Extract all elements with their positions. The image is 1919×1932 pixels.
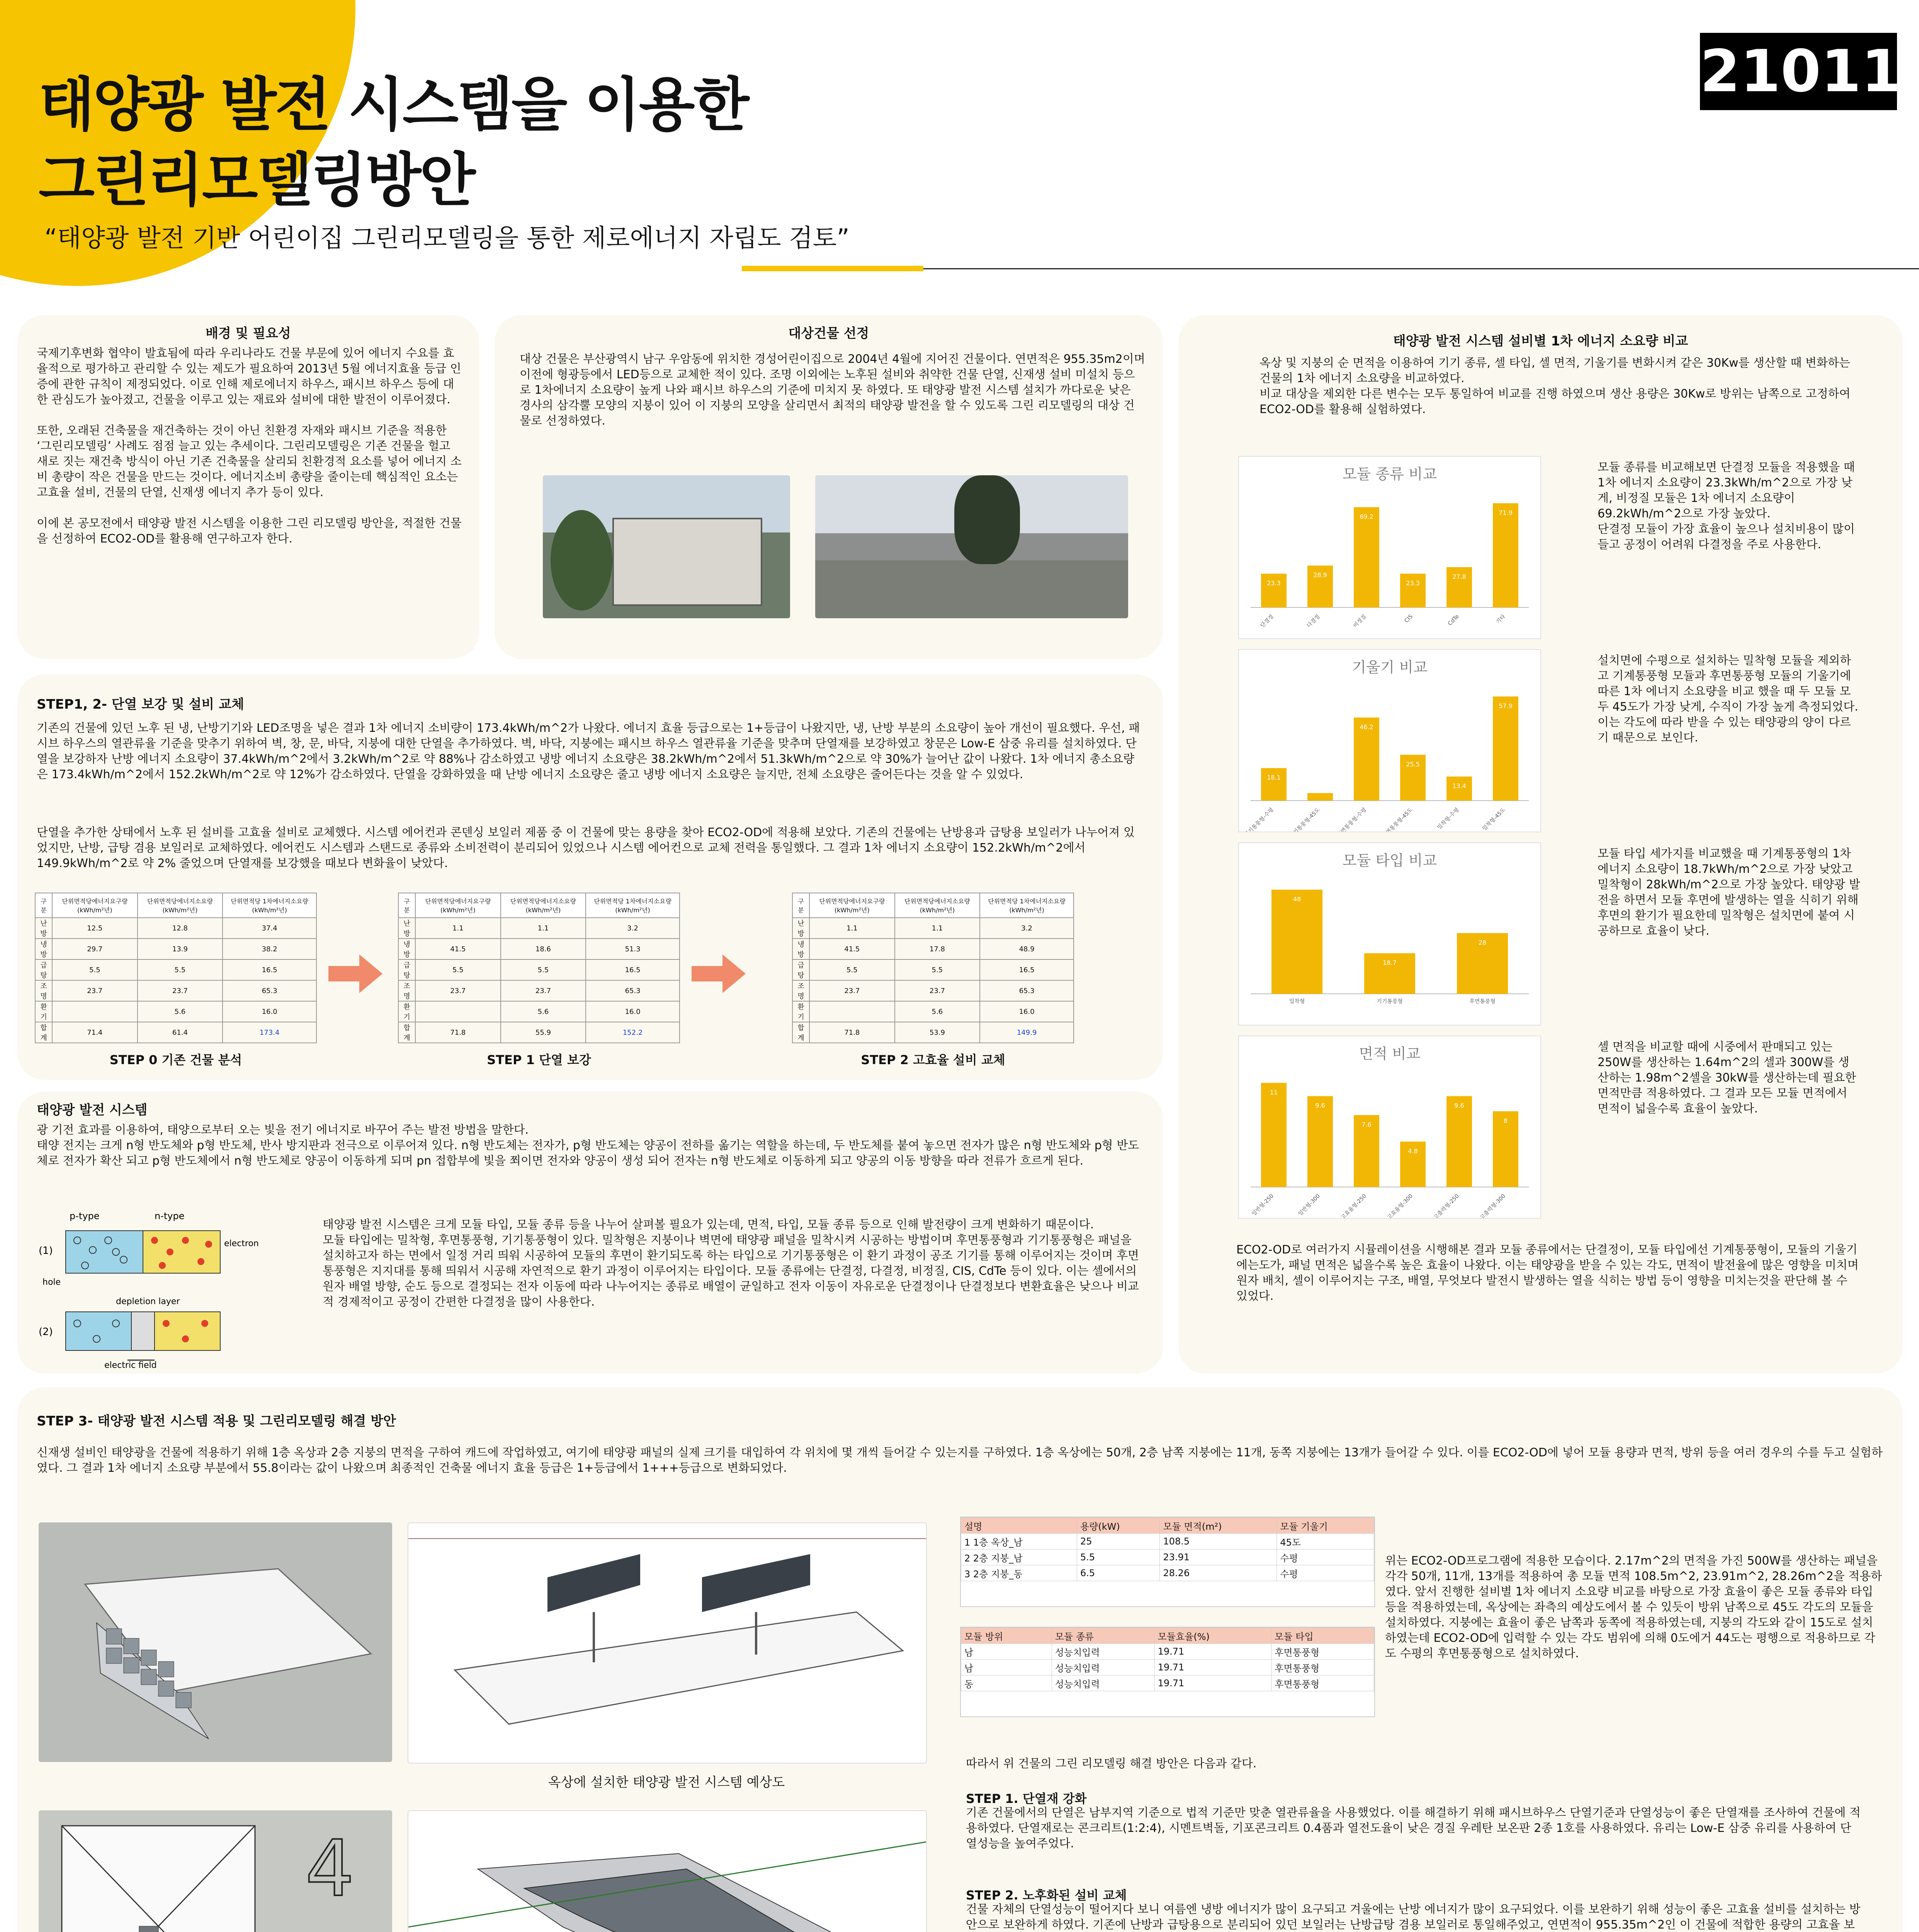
table-cell: 23.7: [895, 980, 980, 1001]
table-cell: 3.2: [586, 918, 680, 939]
table-row: [35, 959, 316, 980]
table-row: [792, 959, 1074, 980]
table-cell: 23.7: [501, 980, 586, 1001]
sw-cell: 23.91: [1160, 1549, 1277, 1565]
table-row: [35, 918, 316, 939]
compare-chart-svg: [1239, 457, 1540, 638]
table-cell: 1.1: [415, 918, 501, 939]
bar-label: 23.3: [1267, 579, 1281, 587]
table-cell: 1.1: [501, 918, 586, 939]
bar: [1307, 793, 1333, 801]
category-label: 후면통풍형-수평: [1336, 806, 1368, 832]
table-cell: 16.0: [223, 1001, 316, 1022]
step-arrow: [692, 954, 746, 995]
step3-item-title: STEP 2. 노후화된 설비 교체: [966, 1888, 1127, 1903]
sw-header-row: [961, 1518, 1374, 1534]
sw-cell: 25: [1077, 1534, 1160, 1549]
sw-row: [961, 1549, 1374, 1565]
step12-text2: 단열을 추가한 상태에서 노후 된 설비를 고효율 설비로 교체했다. 시스템 에어컨과 콘덴싱 보일러 제품 중 이 건물에 맞는 용량을 찾아 ECO2-OD에 적용해 보았다. 기존의 건물에는 난방용과 급탕용 보일러가 나누어져 있었지만, 난방, 급탕 겸용 보일러로 교체하였다. 에어컨도 시스템과 스탠드로 종류와 소비전력이 분리되어 있었으나 시스템 에어컨으로 교체 전력을 통일했다. 그 결과 1차 에너지 소요량이 152.2kWh/m^2에서 149.9kWh/m^2로 약 2% 줄었으며 단열재를 보강했을 때보다 변화율이 낮았다.: [37, 826, 1135, 870]
compare-note-1: 설치면에 수평으로 설치하는 밀착형 모듈을 제외하고 기계통풍형 모듈과 후면통풍형 모듈의 기울기에 따른 1차 에너지 소요량을 비교 했을 때 두 모듈 모두 45도가 가장 낮게, 수직이 가장 높게 측정되었다. 이는 각도에 따라 받을 수 있는 태양광의 양이 다르기 때문으로 보인다.: [1598, 654, 1858, 745]
category-label: 기기통풍형: [1377, 998, 1403, 1005]
table-cell: 5.5: [52, 959, 138, 980]
background-text: 국제기후변화 협약이 발효됨에 따라 우리나라도 건물 부문에 있어 에너지 수요를 효율적으로 평가하고 관리할 수 있는 제도가 필요하여 2013년 5월 에너지효율 등급 인증에 관한 규칙이 제정되었다. 이로 인해 제로에너지 하우스, 패시브 하우스 등에 대한 관심도가 높아졌고, 건물을 이루고 있는 재료와 설비에 대한 발전이 이루어졌다. 또한, 오래된 건축물을 재건축하는 것이 아닌 친환경 자재와 패시브 기준을 적용한 ‘그린리모델링’ 사례도 점점 늘고 있는 추세이다. 그린리모델링은 기존 건물을 헐고 새로 짓는 재건축 방식이 아닌 기존 건축물을 살리되 친환경적 요소를 넣어 에너지 소비 총량이 작은 건물을 만드는 것이다. 에너지소비 총량을 줄이는데 핵심적인 요소는 고효율 설비, 건물의 단열, 신재생 에너지 추가 등이 있다. 이에 본 공모전에서 태양광 발전 시스템을 이용한 그린 리모델링 방안을, 적절한 건물을 선정하여 ECO2-OD를 활용해 연구하고자 한다.: [37, 347, 462, 546]
eco2od-screenshot-1: [960, 1517, 1375, 1607]
table-row: [35, 939, 316, 959]
table-cell: [52, 1001, 138, 1022]
compare-chart-title: 모듈 종류 비교: [1342, 466, 1437, 483]
pine-tree-shape: [954, 475, 1020, 564]
table-row: [792, 1001, 1074, 1022]
compare-chart-svg: [1239, 843, 1540, 1025]
step3-item-text: 건물 자체의 단열성능이 떨어지다 보니 여름엔 냉방 에너지가 많이 요구되고 겨울에는 난방 에너지가 많이 요구되었다. 이를 보완하기 위해 성능이 좋은 고효율 설비를 설치하는 방안으로 보완하게 하였다. 기존에 난방과 급탕용으로 분리되어 있던 보일러는 난방급탕 겸용 보일러로 통일해주었고, 연면적이 955.35m^2인 이 건물에 적합한 용량의 고효율 보: [966, 1903, 1861, 1932]
target-text: 대상 건물은 부산광역시 남구 우암동에 위치한 경성어린이집으로 2004년 4월에 지어진 건물이다. 연면적은 955.35m2이며 이전에 형광등에서 LED등으로 교체한 적이 있다. 조명 이외에는 노후된 설비와 취약한 건물 단열, 신재생 설비 미설치 등으로 1차에너지 소요량이 높게 나와 패시브 하우스의 기준에 미치지 못 하였다. 또 태양광 발전 시스템 설치가 까다로운 낮은 경사의 삼각뿔 모양의 지붕이 있어 이 지붕의 모양을 살리면서 최적의 태양광 발전을 할 수 있도록 그린 리모델링의 대상 건물로 선정하였다.: [520, 352, 1145, 428]
solar-text1: 광 기전 효과를 이용하여, 태양으로부터 오는 빛을 전기 에너지로 바꾸어 주는 발전 방법을 말한다. 태양 전지는 크게 n형 반도체와 p형 반도체, 반사 방지판과 전극으로 이루어져 있다. n형 반도체는 전자가, p형 반도체는 양공이 전하를 옮기는 역할을 하는데, 두 반도체를 붙여 놓으면 전자가 많은 n형 반도체와 p형 반도체로 전자가 확산 되고 p형 반도체에서 n형 반도체로 양공이 이동하게 되며 pn 접합부에 빛을 쬐이면 전자와 양공이 생성 되어 전자는 n형 반도체로 이동하게 되고 양공의 이동 방향을 따라 전류가 흐르게 된다.: [37, 1123, 1139, 1168]
sw-header: 모듈 타입: [1271, 1628, 1374, 1644]
table-header: 단위면적당 1차에너지소요량 (kWh/m²년): [586, 893, 680, 918]
table-cell: 5.5: [501, 959, 586, 980]
table-cell: 16.5: [586, 959, 680, 980]
table-row: [35, 980, 316, 1001]
table-cell: 23.7: [138, 980, 223, 1001]
step-table-0: [35, 893, 317, 1068]
table-cell: 1.1: [895, 918, 980, 939]
category-label: 고출력형-250: [1432, 1193, 1460, 1218]
table-cell: 3.2: [980, 918, 1074, 939]
bar-label: 7.6: [1361, 1121, 1372, 1128]
table-caption: STEP 0 기존 건물 분석: [109, 1053, 242, 1067]
table-cell: 냉 방: [35, 939, 52, 959]
poster-id: 21011: [1700, 38, 1902, 105]
target-panel: [495, 315, 1163, 659]
step12-panel: [17, 674, 1163, 1080]
table-cell: 23.7: [415, 980, 501, 1001]
table-row: [398, 959, 680, 980]
table-header: 단위면적당 1차에너지소요량 (kWh/m²년): [980, 893, 1074, 918]
table-row: [35, 1001, 316, 1022]
compare-note-3: 셀 면적을 비교할 때에 시중에서 판매되고 있는 250W를 생산하는 1.64m^2의 셀과 300W를 생산하는 1.98m^2셀을 30kW를 생산하는데 필요한 면적만큼 적용하였다. 그 결과 모든 모듈 면적에서 면적이 넓을수록 효율이 높았다.: [1598, 1040, 1856, 1116]
compare-panel: [1178, 315, 1903, 1374]
solar-panel: [17, 1092, 1163, 1374]
table-cell: 조 명: [792, 980, 809, 1001]
bar-label: 8: [1503, 1117, 1508, 1124]
sw-row: [961, 1660, 1374, 1675]
bar: [1271, 889, 1322, 994]
sw-cell: 45도: [1277, 1534, 1374, 1549]
table-header: 구 분: [398, 893, 415, 918]
sw-cell: 동: [961, 1675, 1052, 1691]
table-cell: 환 기: [35, 1001, 52, 1022]
energy-table: [398, 893, 680, 1043]
step-table-1: [398, 893, 680, 1068]
category-label: 일반형-300: [1297, 1193, 1321, 1217]
sw-header: 용량(kW): [1077, 1518, 1160, 1534]
sw-header: 설명: [961, 1518, 1077, 1534]
compare-summary: ECO2-OD로 여러가지 시뮬레이션을 시행해본 결과 모듈 종류에서는 단결정이, 모듈 타입에선 기계통풍형이, 모듈의 기울기에는도가, 패널 면적은 넓을수록 높은 효율이 나왔다. 이는 태양광을 받을 수 있는 각도, 면적이 발전율에 많은 영향을 미치며 원자 배치, 셀이 이루어지는 구조, 배열, 무엇보다 발전시 발생하는 열을 식히는 방법 등이 영향을 미치는것을 판단해 볼 수 있었다.: [1236, 1243, 1859, 1303]
table-row: [792, 980, 1074, 1001]
table-row: [792, 918, 1074, 939]
category-label: 밀착형-45도: [1481, 806, 1507, 832]
sw-cell: 1 1층 옥상_남: [961, 1534, 1077, 1549]
compare-chart-1: [1238, 649, 1541, 832]
sw-header: 모듈 방위: [961, 1628, 1052, 1644]
diagram-label-1: (1): [39, 1245, 53, 1257]
bar-label: 18.1: [1267, 774, 1281, 781]
sw-cell: 6.5: [1077, 1565, 1160, 1581]
bar-label: 23.3: [1406, 579, 1420, 587]
table-header: 단위면적당에너지소요량 (kWh/m²년): [138, 893, 223, 918]
table-cell: 냉 방: [792, 939, 809, 959]
step12-title: STEP1, 2- 단열 보강 및 설비 교체: [37, 697, 244, 712]
bar-label: 13.4: [1452, 782, 1466, 790]
sw-cell: 108.5: [1160, 1534, 1277, 1549]
bar: [1261, 768, 1287, 801]
table-cell: 난 방: [792, 918, 809, 939]
table-cell: 16.0: [980, 1001, 1074, 1022]
table-header-row: [35, 893, 316, 918]
building-photo-1: [543, 475, 790, 618]
table-cell: 71.4: [52, 1022, 138, 1043]
eco2od-note: 위는 ECO2-OD프로그램에 적용한 모습이다. 2.17m^2의 면적을 가진 500W를 생산하는 패널을 각각 50개, 11개, 13개를 적용하여 총 모듈 면적 108.5m^2, 23.91m^2, 28.26m^2을 적용하였다. 앞서 진행한 설비별 1차 에너지 소요량 비교를 바탕으로 가장 효율이 좋은 모듈 종류와 타입 등을 적용하였는데, 옥상에는 좌측의 예상도에서 볼 수 있듯이 방위 남쪽으로 45도 각도의 모듈을 설치하였다. 지붕에는 효율이 좋은 남쪽과 동쪽에 적용하였는데, 지붕의 각도와 같이 15도로 설치하였는데 ECO2-OD에 입력할 수 있는 각도 범위에 의해 0도에거 44도는 평행으로 적용하므로 각도 수평의 후면통풍형으로 설치하였다.: [1385, 1554, 1882, 1660]
sw-cell: 남: [961, 1644, 1052, 1660]
table-cell: 조 명: [398, 980, 415, 1001]
gable-sketch-left: [39, 1810, 392, 1932]
sw-row: [961, 1534, 1374, 1549]
table-cell: 71.8: [809, 1022, 895, 1043]
table-cell: 41.5: [809, 939, 895, 959]
category-label: 다결정: [1305, 613, 1321, 629]
table-header: 단위면적당에너지요구량 (kWh/m²년): [52, 893, 138, 918]
bar: [1261, 1083, 1287, 1187]
table-cell: 5.5: [809, 959, 895, 980]
table-cell: 51.3: [586, 939, 680, 959]
category-label: CdTe: [1446, 613, 1460, 627]
table-caption: STEP 2 고효율 설비 교체: [861, 1053, 1005, 1067]
table-cell: 난 방: [398, 918, 415, 939]
energy-table: [792, 893, 1074, 1043]
table-cell: 5.5: [895, 959, 980, 980]
table-cell: 5.6: [138, 1001, 223, 1022]
table-cell: 16.0: [586, 1001, 680, 1022]
table-cell: 급 탕: [35, 959, 52, 980]
table-cell: 16.5: [223, 959, 316, 980]
sw-header: 모듈효율(%): [1154, 1628, 1271, 1644]
category-label: CIS: [1403, 613, 1414, 624]
tree-shape: [551, 510, 612, 611]
table-cell: 55.9: [501, 1022, 586, 1043]
table-cell: 65.3: [586, 980, 680, 1001]
sw-header: 모듈 면적(m²): [1160, 1518, 1277, 1534]
poster-subtitle: “태양광 발전 기반 어린이집 그린리모델링을 통한 제로에너지 자립도 검토”: [44, 224, 850, 253]
bar-label: 69.2: [1360, 513, 1373, 520]
table-row: [398, 939, 680, 959]
category-label: 고효율형-300: [1386, 1193, 1414, 1218]
eco2od-table-2: [961, 1628, 1374, 1691]
table-cell: 5.5: [415, 959, 501, 980]
table-cell: 합 계: [792, 1022, 809, 1043]
depletion-region: [131, 1312, 155, 1350]
building-photo-2: [815, 475, 1128, 618]
hole-label: hole: [42, 1277, 61, 1287]
sw-cell: 수평: [1277, 1549, 1374, 1565]
category-label: 일반형-250: [1251, 1193, 1275, 1217]
depletion-layer-label: depletion layer: [116, 1297, 180, 1306]
bar-label: 28.9: [1313, 571, 1327, 579]
table-caption: STEP 1 단열 보강: [487, 1053, 591, 1067]
sw-header-row: [961, 1628, 1374, 1644]
step3-panel: [17, 1387, 1903, 1932]
table-row: [792, 939, 1074, 959]
table-header-row: [792, 893, 1074, 918]
compare-charts: [1238, 456, 1895, 1229]
table-cell: 17.8: [895, 939, 980, 959]
bar: [1493, 696, 1518, 801]
sw-header: 모듈 종류: [1052, 1628, 1154, 1644]
table-cell: 5.6: [501, 1001, 586, 1022]
sw-cell: 수평: [1277, 1565, 1374, 1581]
category-label: 비정질: [1352, 613, 1368, 629]
header-rule-dark: [923, 268, 1919, 269]
table-cell: 조 명: [35, 980, 52, 1001]
table-cell: 16.5: [980, 959, 1074, 980]
step-tables-row: [35, 893, 1147, 1078]
background-title: 배경 및 필요성: [206, 326, 291, 341]
bar: [1261, 574, 1287, 607]
eco2od-table-1: [961, 1517, 1374, 1581]
table-header: 구 분: [35, 893, 52, 918]
bar: [1446, 1096, 1472, 1187]
sw-header: 모듈 기울기: [1277, 1518, 1374, 1534]
table-cell: 18.6: [501, 939, 586, 959]
bar-label: 46.2: [1360, 723, 1373, 731]
step3-title: STEP 3- 태양광 발전 시스템 적용 및 그린리모델링 해결 방안: [37, 1413, 396, 1429]
header-rule-yellow: [742, 266, 923, 271]
sw-cell: 19.71: [1154, 1675, 1271, 1691]
compare-chart-svg: [1239, 1036, 1540, 1218]
building-shape: [612, 518, 762, 606]
sw-cell: 후면통풍형: [1271, 1675, 1374, 1691]
bar-label: 71.9: [1499, 509, 1513, 517]
poster-id-badge: [1700, 33, 1902, 110]
category-label: 후면통풍형-45도: [1381, 806, 1414, 832]
category-label: 고출력형-300: [1479, 1193, 1507, 1218]
step-table-2: [792, 893, 1074, 1068]
table-cell: 5.6: [895, 1001, 980, 1022]
sw-cell: 3 2층 지붕_동: [961, 1565, 1077, 1581]
table-row: [398, 1022, 680, 1043]
table-cell: 71.8: [415, 1022, 501, 1043]
category-label: 밀착형-수평: [1436, 806, 1460, 831]
table-cell: 61.4: [138, 1022, 223, 1043]
sw-cell: 19.71: [1154, 1660, 1271, 1675]
bar-label: 28: [1478, 939, 1487, 946]
table-cell: 급 탕: [398, 959, 415, 980]
table-cell: 41.5: [415, 939, 501, 959]
header: [0, 0, 1919, 294]
table-cell: [415, 1001, 501, 1022]
sw-cell: 남: [961, 1660, 1052, 1675]
table-cell: 48.9: [980, 939, 1074, 959]
compare-title: 태양광 발전 시스템 설비별 1차 에너지 소요량 비교: [1393, 333, 1688, 349]
table-cell: 냉 방: [398, 939, 415, 959]
bar: [1354, 507, 1379, 607]
sw-cell: 2 2층 지붕_남: [961, 1549, 1077, 1565]
table-cell: 환 기: [398, 1001, 415, 1022]
bar-label: 9.6: [1315, 1102, 1325, 1109]
compare-chart-title: 모듈 타입 비교: [1342, 852, 1437, 869]
category-label: 밀착형: [1289, 998, 1305, 1005]
table-cell: 38.2: [223, 939, 316, 959]
table-header: 단위면적당에너지요구량 (kWh/m²년): [809, 893, 895, 918]
p-region-2: [66, 1312, 131, 1350]
table-cell: 합 계: [35, 1022, 52, 1043]
table-cell: 149.9: [980, 1022, 1074, 1043]
table-row: [35, 1022, 316, 1043]
bar-label: 4.8: [1408, 1147, 1418, 1155]
p-type-label: p-type: [70, 1211, 100, 1221]
sw-cell: 후면통풍형: [1271, 1660, 1374, 1675]
roof-sketch-left: [39, 1522, 392, 1762]
table-header: 단위면적당에너지요구량 (kWh/m²년): [415, 893, 501, 918]
sw-cell: 후면통풍형: [1271, 1644, 1374, 1660]
sw-row: [961, 1675, 1374, 1691]
target-title: 대상건물 선정: [788, 326, 869, 341]
pn-junction-diagram: [39, 1208, 317, 1370]
roof-sketch-right: [408, 1522, 927, 1764]
table-cell: 65.3: [980, 980, 1074, 1001]
roof-caption: 옥상에 설치한 태양광 발전 시스템 예상도: [548, 1775, 785, 1790]
sw-cell: 성능치입력: [1052, 1675, 1154, 1691]
category-label: 기기통풍형-수평: [1243, 806, 1275, 832]
table-cell: 53.9: [895, 1022, 980, 1043]
bar: [1307, 1096, 1333, 1187]
table-cell: 173.4: [223, 1022, 316, 1043]
step3-items: [966, 1789, 1862, 1932]
bar: [1400, 574, 1426, 607]
table-cell: 1.1: [809, 918, 895, 939]
bar-label: 18.7: [1383, 959, 1397, 966]
table-cell: 5.5: [138, 959, 223, 980]
table-cell: 65.3: [223, 980, 316, 1001]
poster-title-line2: 그린리모델링방안: [39, 147, 474, 214]
step-arrow: [328, 954, 382, 995]
bar-label: 25.5: [1406, 760, 1420, 768]
bar-label: 27.8: [1452, 573, 1466, 580]
solar-title: 태양광 발전 시스템: [37, 1102, 148, 1118]
table-cell: 12.5: [52, 918, 138, 939]
sw-cell: 성능치입력: [1052, 1644, 1154, 1660]
bar-label: 11: [1270, 1088, 1278, 1096]
step3-item-text: 기존 건물에서의 단열은 남부지역 기준으로 법적 기준만 맞춘 열관류율을 사용했었다. 이를 해결하기 위해 패시브하우스 단열기준과 단열성능이 좋은 단열재를 조사하여 건물에 적용하였다. 단열재로는 콘크리트(1:2:4), 시멘트벽돌, 기포콘크리트 0.4품과 열전도율이 낮은 경질 우레탄 보온판 2종 1호를 사용하였다. 유리는 Low-E 삼중 유리를 사용하여 단열성능을 높여주었다.: [966, 1806, 1861, 1850]
step12-text1: 기존의 건물에 있던 노후 된 냉, 난방기기와 LED조명을 넣은 결과 1차 에너지 소비량이 173.4kWh/m^2가 나왔다. 에너지 효율 등급으로는 1+등급이 나왔지만, 냉, 난방 부분의 소요량이 높아 개선이 필요했다. 우선, 패시브 하우스의 열관류율 기준을 맞추기 위하여 벽, 창, 문, 바닥, 지붕에 대한 단열을 추가하였다. 벽, 바닥, 지붕에는 패시브 하우스 열관류율 기준을 맞추며 단열재를 보강하였고 창문은 Low-E 삼중 유리를 설치하였다. 단열을 보강하자 난방 에너지 소요량이 37.4kWh/m^2에서 3.2kWh/m^2로 약 88%나 감소하였고 냉방 에너지 소요량은 38.2kWh/m^2에서 51.3kWh/m^2으로 약 30%가 늘어난 값이 나왔다. 1차 에너지 총소요량은 173.4kWh/m^2에서 152.2kWh/m^2로 약 12%가 감소하였다. 단열을 강화하였을 때 난방 에너지 소요량은 줄고 냉방 에너지 소요량은 늘지만, 전체 소요량은 줄어든다는 것을 알 수 있었다.: [37, 721, 1140, 781]
table-row: [398, 918, 680, 939]
poster-title-line1: 태양광 발전 시스템을 이용한: [39, 71, 748, 139]
category-label: 고효율형-250: [1339, 1193, 1368, 1218]
category-label: 기타: [1495, 613, 1507, 625]
table-cell: 13.9: [138, 939, 223, 959]
table-cell: 난 방: [35, 918, 52, 939]
table-row: [792, 1022, 1074, 1043]
table-header: 단위면적당 1차에너지소요량 (kWh/m²년): [223, 893, 316, 918]
table-cell: 29.7: [52, 939, 138, 959]
compare-note-2: 모듈 타입 세가지를 비교했을 때 기계통풍형의 1차 에너지 소요량이 18.7kWh/m^2으로 가장 낮았고 밀착형이 28kWh/m^2으로 가장 높았다. 태양광 발전을 하면서 모듈 후면에 발생하는 열을 식히기 위해 후면의 환기가 필요한데 밀착형은 설치면에 붙여 시공하므로 효율이 낮다.: [1598, 847, 1860, 938]
category-label: 후면통풍형: [1469, 998, 1496, 1005]
energy-table: [35, 893, 317, 1043]
table-cell: 152.2: [586, 1022, 680, 1043]
step3-lead: 따라서 위 건물의 그린 리모델링 해결 방안은 다음과 같다.: [966, 1757, 1257, 1770]
step3-item-title: STEP 1. 단열재 강화: [966, 1791, 1087, 1806]
sw-cell: 5.5: [1077, 1549, 1160, 1565]
bar-label: 57.9: [1499, 702, 1513, 710]
step3-intro: 신재생 설비인 태양광을 건물에 적용하기 위해 1층 옥상과 2층 지붕의 면적을 구하여 캐드에 작업하였고, 여기에 태양광 패널의 실제 크기를 대입하여 각 위치에 몇 개씩 들어갈 수 있는지를 구하였다. 1층 옥상에는 50개, 2층 남쪽 지붕에는 11개, 동쪽 지붕에는 13개가 들어갈 수 있다. 이를 ECO2-OD에 넣어 모듈 용량과 면적, 방위 등을 여러 경우의 수를 두고 실험하였다. 그 결과 1차 에너지 소요량 부분에서 55.8이라는 값이 나왔으며 최종적인 건축물 에너지 효율 등급은 1+등급에서 1+++등급으로 변화되었다.: [37, 1446, 1883, 1475]
electron-label: electron: [224, 1239, 259, 1248]
n-region-2: [155, 1312, 220, 1350]
compare-chart-2: [1238, 842, 1541, 1026]
table-cell: 37.4: [223, 918, 316, 939]
sw-cell: 19.71: [1154, 1644, 1271, 1660]
n-type-label: n-type: [155, 1211, 185, 1221]
sketch-number: 4: [305, 1824, 355, 1914]
table-cell: 합 계: [398, 1022, 415, 1043]
compare-chart-title: 면적 비교: [1359, 1045, 1421, 1062]
solar-text2: 태양광 발전 시스템은 크게 모듈 타입, 모듈 종류 등을 나누어 살펴볼 필요가 있는데, 면적, 타입, 모듈 종류 등으로 인해 발전량이 크게 변화하기 때문이다. 모듈 타입에는 밀착형, 후면통풍형, 기기통풍형이 있다. 밀착형은 지붕이나 벽면에 태양광 패널을 밀착시켜 시공하는 방법이며 후면통풍형과 기기통풍형은 패널을 설치하고자 하는 면에서 일정 거리 띄워 시공하여 모듈의 후면이 환기되도록 하는 타입으로 기기통풍형은 이 환기 과정이 공조 기기를 통해 이루어지는 것이며 후면통풍형은 지지대를 통해 띄워서 시공해 자연적으로 환기 과정이 이루어지는 타입이다. 모듈 종류에는 단결정, 다결정, 비정질, CIS, CdTe 등이 있다. 이는 셀에서의 원자 배열 방향, 순도 등으로 결정되는 전자 이동에 따라 나누어지는 종류로 배열이 균일하고 전자 이동이 자유로운 단결정이나 단결정보다 변환효율은 낮으나 비교적 경제적이고 공정이 간편한 다결정을 많이 사용한다.: [323, 1218, 1139, 1309]
compare-note-0: 모듈 종류를 비교해보면 단결정 모듈을 적용했을 때 1차 에너지 소요량이 23.3kWh/m^2으로 가장 낮게, 비정질 모듈은 1차 에너지 소요량이 69.2kWh/m^2으로 가장 높았다. 단결정 모듈이 가장 효율이 높으나 설치비용이 많이 들고 공정이 어려워 다결정을 주로 사용한다.: [1598, 461, 1855, 551]
compare-chart-0: [1238, 456, 1541, 639]
bar-label: 48: [1293, 895, 1301, 903]
sw-cell: 성능치입력: [1052, 1660, 1154, 1675]
table-cell: [809, 1001, 895, 1022]
sw-row: [961, 1565, 1374, 1581]
table-cell: 23.7: [52, 980, 138, 1001]
sw-row: [961, 1644, 1374, 1660]
compare-chart-3: [1238, 1036, 1541, 1219]
table-row: [398, 980, 680, 1001]
table-cell: 환 기: [792, 1001, 809, 1022]
table-cell: 23.7: [809, 980, 895, 1001]
category-label: 기기통풍형-45도: [1288, 806, 1321, 832]
sw-cell: 28.26: [1160, 1565, 1277, 1581]
electric-field-label: electric field: [104, 1361, 157, 1370]
eco2od-screenshot-2: [960, 1627, 1375, 1717]
compare-chart-svg: [1239, 650, 1540, 832]
table-cell: 급 탕: [792, 959, 809, 980]
bar: [1493, 503, 1518, 607]
gable-sketch-right: [408, 1810, 927, 1932]
table-header-row: [398, 893, 680, 918]
table-row: [398, 1001, 680, 1022]
diagram-label-2: (2): [39, 1326, 53, 1338]
compare-intro: 옥상 및 지붕의 순 면적을 이용하여 기기 종류, 셀 타입, 셀 면적, 기울기를 변화시켜 같은 30Kw를 생산할 때 변화하는 건물의 1차 에너지 소요량을 비교하였다. 비교 대상을 제외한 다른 변수는 모두 통일하여 비교를 진행 하였으며 생산 용량은 30Kw로 방위는 남쪽으로 고정하여 ECO2-OD를 활용해 실험하였다.: [1260, 356, 1851, 416]
table-header: 구 분: [792, 893, 809, 918]
category-label: 단결정: [1259, 613, 1275, 629]
table-cell: 12.8: [138, 918, 223, 939]
bar-label: 9.6: [1454, 1102, 1464, 1109]
table-header: 단위면적당에너지소요량 (kWh/m²년): [895, 893, 980, 918]
table-header: 단위면적당에너지소요량 (kWh/m²년): [501, 893, 586, 918]
compare-chart-title: 기울기 비교: [1352, 659, 1428, 676]
background-panel: [17, 315, 479, 659]
